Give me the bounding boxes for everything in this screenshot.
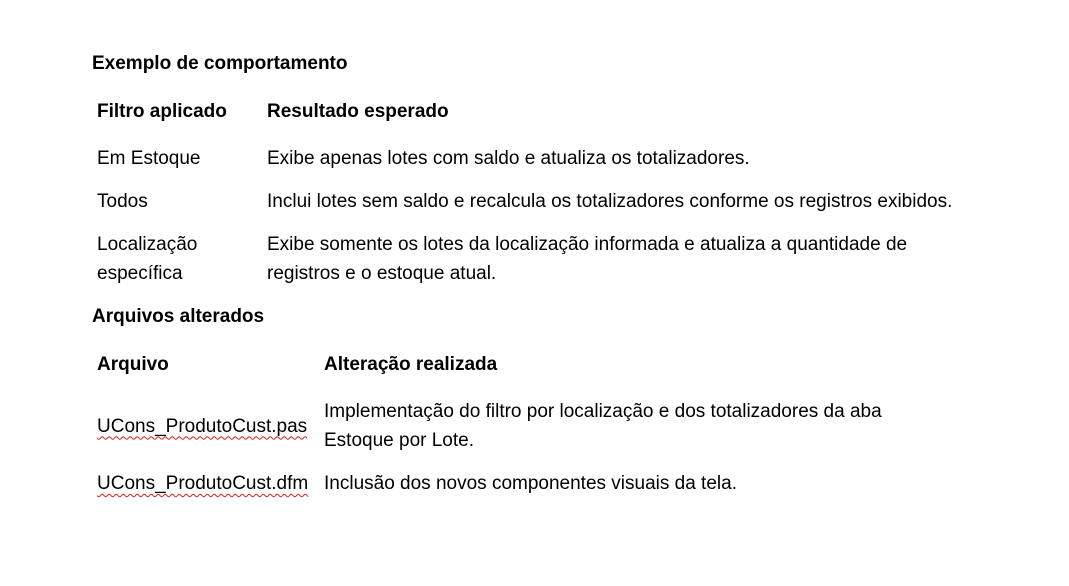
table-row [97,462,944,505]
table-row [97,390,944,462]
filter-cell: Todos [97,191,148,212]
table-header-row [97,339,944,390]
section-title-changed-files: Arquivos alterados [92,306,265,327]
file-name: UCons_ProdutoCust.dfm [97,473,309,494]
section-title-behavior-example: Exemplo de comportamento [92,53,348,74]
changed-files-table [97,339,944,505]
result-cell: Exibe somente os lotes da localização informada e atualiza a quantidade de registros e o estoque atual. [267,234,908,284]
table-header-row [97,86,957,137]
result-cell: Exibe apenas lotes com saldo e atualiza os totalizadores. [267,148,750,169]
document-page [92,50,992,505]
column-header-result: Resultado esperado [267,101,449,122]
column-header-file: Arquivo [97,354,169,375]
result-cell: Inclui lotes sem saldo e recalcula os totalizadores conforme os registros exibidos. [267,191,953,212]
filter-cell: Em Estoque [97,148,201,169]
column-header-change: Alteração realizada [324,354,498,375]
table-row [97,137,957,180]
change-cell: Inclusão dos novos componentes visuais da tela. [324,473,737,494]
file-name: UCons_ProdutoCust.pas [97,415,308,437]
table-row [97,223,957,295]
column-header-filter: Filtro aplicado [97,101,227,122]
behavior-table [97,86,957,295]
filter-cell: Localização específica [97,234,198,284]
file-cell [97,462,324,505]
table-row [97,180,957,223]
change-cell: Implementação do filtro por localização e dos totalizadores da aba Estoque por Lote. [324,401,882,451]
file-cell [97,390,324,462]
